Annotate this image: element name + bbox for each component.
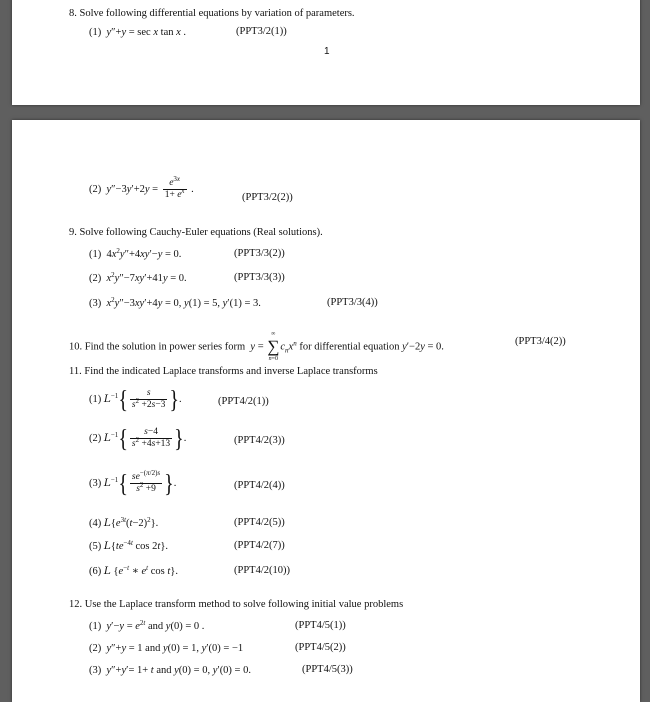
question-9-part-2-ref: (PPT3/3(3))	[234, 272, 285, 283]
question-9-part-1-ref: (PPT3/3(2))	[234, 248, 285, 259]
page-number: 1	[324, 46, 330, 57]
question-12-part-1-ref: (PPT4/5(1))	[295, 620, 346, 631]
question-8-part-1: (1) y″+y = sec x tan x .	[89, 27, 187, 38]
question-12-part-2-ref: (PPT4/5(2))	[295, 642, 346, 653]
question-11-part-2-ref: (PPT4/2(3))	[234, 435, 285, 446]
question-9-title: 9. Solve following Cauchy-Euler equations (Real solutions).	[69, 227, 323, 238]
question-11-part-6: (6) L {$e^{-t}$ ∗ $e^t$ cos t}.	[89, 564, 178, 577]
question-11-part-5: (5) $L\{te^{-4t}$ cos 2t}.	[89, 539, 168, 552]
question-11-part-1: (1) $L^{-1}${ $\frac{s}{s^2 +2s-3}$ }.	[89, 385, 182, 414]
question-11-part-1-ref: (PPT4/2(1))	[218, 396, 269, 407]
document-page-1	[12, 0, 640, 105]
question-9-part-2: (2) $x^2y''-7xy'+41y = 0$.	[89, 271, 187, 284]
question-11-title: 11. Find the indicated Laplace transforms and inverse Laplace transforms	[69, 366, 378, 377]
question-12-title: 12. Use the Laplace transform method to solve following initial value problems	[69, 599, 404, 610]
question-8-part-1-ref: (PPT3/2(1))	[236, 26, 287, 37]
question-12-part-3: (3) y″+y′= 1+ t and y(0) = 0, y′(0) = 0.	[89, 665, 251, 676]
question-10-ref: (PPT3/4(2))	[515, 336, 566, 347]
question-11-part-6-ref: (PPT4/2(10))	[234, 565, 290, 576]
question-8-part-2-ref: (PPT3/2(2))	[242, 192, 293, 203]
question-11-part-4: (4) $L\{e^{3t}(t-2)^2\}$.	[89, 516, 159, 529]
question-11-part-2: (2) $L^{-1}${ $\frac{s-4}{s^2 +4s+13}$ }.	[89, 424, 187, 453]
question-11-part-5-ref: (PPT4/2(7))	[234, 540, 285, 551]
question-8-part-2: (2) y″−3y′+2y = $\frac{e^{3x}}{1+ e^x}$ .	[89, 175, 194, 200]
question-11-part-3: (3) $L^{-1}${ $\frac{se^{-(\pi/2)s}}{s^2 +9}$ }.	[89, 469, 177, 498]
question-12-part-3-ref: (PPT4/5(3))	[302, 664, 353, 675]
question-9-part-3-ref: (PPT3/3(4))	[327, 297, 378, 308]
question-12-part-1: (1) $y'-y = e^{2t}$ and y(0) = 0 .	[89, 619, 205, 632]
question-9-part-3: (3) $x^2y''-3xy'+4y = 0$, y(1) = 5, y′(1) = 3.	[89, 296, 261, 309]
question-11-part-3-ref: (PPT4/2(4))	[234, 480, 285, 491]
question-12-part-2: (2) y″+y = 1 and y(0) = 1, y′(0) = −1	[89, 643, 244, 654]
question-9-part-1: (1) $4x^2y''+4xy'-y = 0$.	[89, 247, 182, 260]
document-page-2	[12, 120, 640, 702]
question-10: 10. Find the solution in power series form y = ∞ ∑ $n=0c_nx^n$ for differential equation y′−2y = 0.	[69, 331, 444, 362]
question-11-part-4-ref: (PPT4/2(5))	[234, 517, 285, 528]
question-8-title: 8. Solve following differential equations by variation of parameters.	[69, 8, 355, 19]
